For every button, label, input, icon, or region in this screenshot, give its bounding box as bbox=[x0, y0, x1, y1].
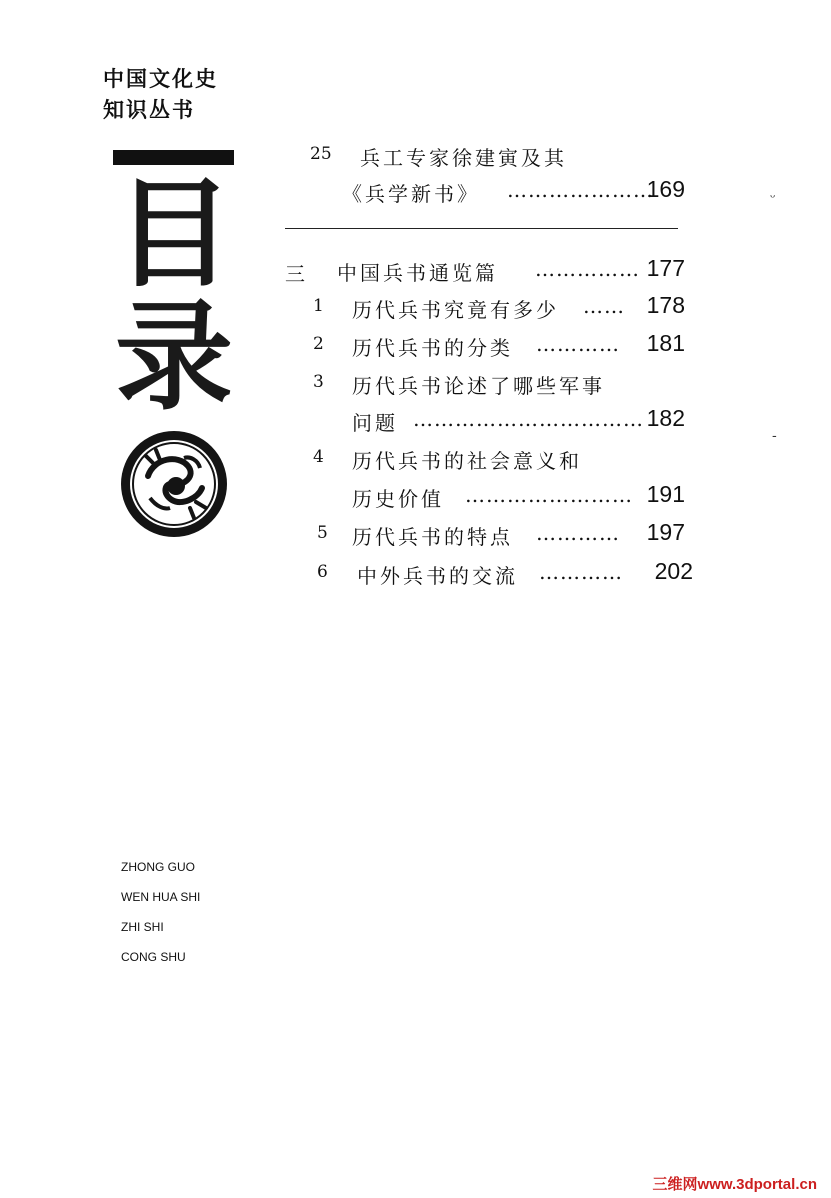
heading-char-lu: 录 bbox=[114, 288, 233, 426]
toc-entry-title: 问题 bbox=[352, 411, 398, 435]
toc-entry-leader: …… bbox=[583, 294, 625, 318]
toc-entry[interactable] bbox=[285, 519, 685, 549]
toc-entry[interactable] bbox=[285, 443, 685, 473]
toc-entry-page: 202 bbox=[654, 558, 693, 584]
watermark: 三维网www.3dportal.cn bbox=[652, 1176, 817, 1193]
toc-entry-title: 历代兵书的社会意义和 bbox=[352, 449, 582, 473]
section-divider bbox=[285, 228, 678, 229]
toc-entry-leader: ………… bbox=[539, 560, 623, 584]
margin-mark: ‐ bbox=[772, 428, 777, 444]
toc-entry-number: 2 bbox=[313, 334, 324, 354]
toc-entry-leader: …………………………… bbox=[413, 407, 644, 431]
toc-entry-title: 历代兵书论述了哪些军事 bbox=[352, 374, 605, 398]
toc-entry-title: 历史价值 bbox=[352, 487, 444, 511]
series-pinyin bbox=[121, 852, 200, 972]
toc-section-title: 中国兵书通览篇 bbox=[337, 261, 498, 285]
toc-entry[interactable] bbox=[285, 330, 685, 360]
toc-entry-leader: …………… bbox=[535, 257, 640, 281]
toc-entry-title: 历代兵书的分类 bbox=[352, 336, 513, 360]
series-title bbox=[103, 64, 218, 126]
toc-entry-number: 5 bbox=[317, 523, 328, 543]
toc-entry-title: 《兵学新书》 bbox=[342, 182, 480, 206]
toc-entry-page: 177 bbox=[646, 255, 685, 281]
toc-entry-page: 169 bbox=[646, 176, 685, 202]
series-pinyin-line-2: WEN HUA SHI bbox=[121, 890, 201, 904]
toc-entry[interactable] bbox=[285, 140, 685, 170]
toc-entry-leader: ………………… bbox=[507, 178, 654, 202]
toc-entry-title: 历代兵书的特点 bbox=[352, 525, 513, 549]
toc-entry[interactable] bbox=[285, 405, 685, 435]
toc-entry-page: 191 bbox=[646, 481, 685, 507]
margin-mark: ᵕ bbox=[770, 190, 776, 206]
toc-entry[interactable] bbox=[285, 368, 685, 398]
series-title-line-2: 知识丛书 bbox=[103, 98, 195, 122]
series-title-line-1: 中国文化史 bbox=[103, 67, 218, 91]
toc-entry-page: 182 bbox=[646, 405, 685, 431]
toc-entry-number: 25 bbox=[310, 144, 332, 164]
toc-section[interactable] bbox=[285, 255, 685, 285]
toc-entry-title: 历代兵书究竟有多少 bbox=[352, 298, 559, 322]
dragon-medallion-icon bbox=[118, 428, 230, 544]
title-bar bbox=[113, 150, 234, 165]
toc-entry-title: 中外兵书的交流 bbox=[357, 564, 518, 588]
toc-entry-title: 兵工专家徐建寅及其 bbox=[360, 146, 567, 170]
toc-entry[interactable] bbox=[285, 481, 685, 511]
series-pinyin-line-1: ZHONG GUO bbox=[121, 860, 195, 874]
toc-entry-number: 1 bbox=[313, 296, 324, 316]
toc-entry-number: 6 bbox=[317, 562, 328, 582]
toc-entry-page: 197 bbox=[646, 519, 685, 545]
heading-char-mu: 目 bbox=[114, 165, 233, 303]
toc-entry-leader: …………………… bbox=[465, 483, 633, 507]
toc-entry-number: 3 bbox=[313, 372, 324, 392]
toc-entry-leader: ………… bbox=[536, 521, 620, 545]
toc-entry-page: 178 bbox=[646, 292, 685, 318]
toc-entry[interactable] bbox=[285, 176, 685, 206]
toc-section-number: 三 bbox=[285, 262, 308, 286]
toc-entry-page: 181 bbox=[646, 330, 685, 356]
series-pinyin-line-4: CONG SHU bbox=[121, 950, 186, 964]
toc-entry[interactable] bbox=[285, 558, 693, 588]
toc-entry-number: 4 bbox=[313, 447, 324, 467]
toc-entry-leader: ………… bbox=[536, 332, 620, 356]
series-pinyin-line-3: ZHI SHI bbox=[121, 920, 164, 934]
toc-entry[interactable] bbox=[285, 292, 685, 322]
